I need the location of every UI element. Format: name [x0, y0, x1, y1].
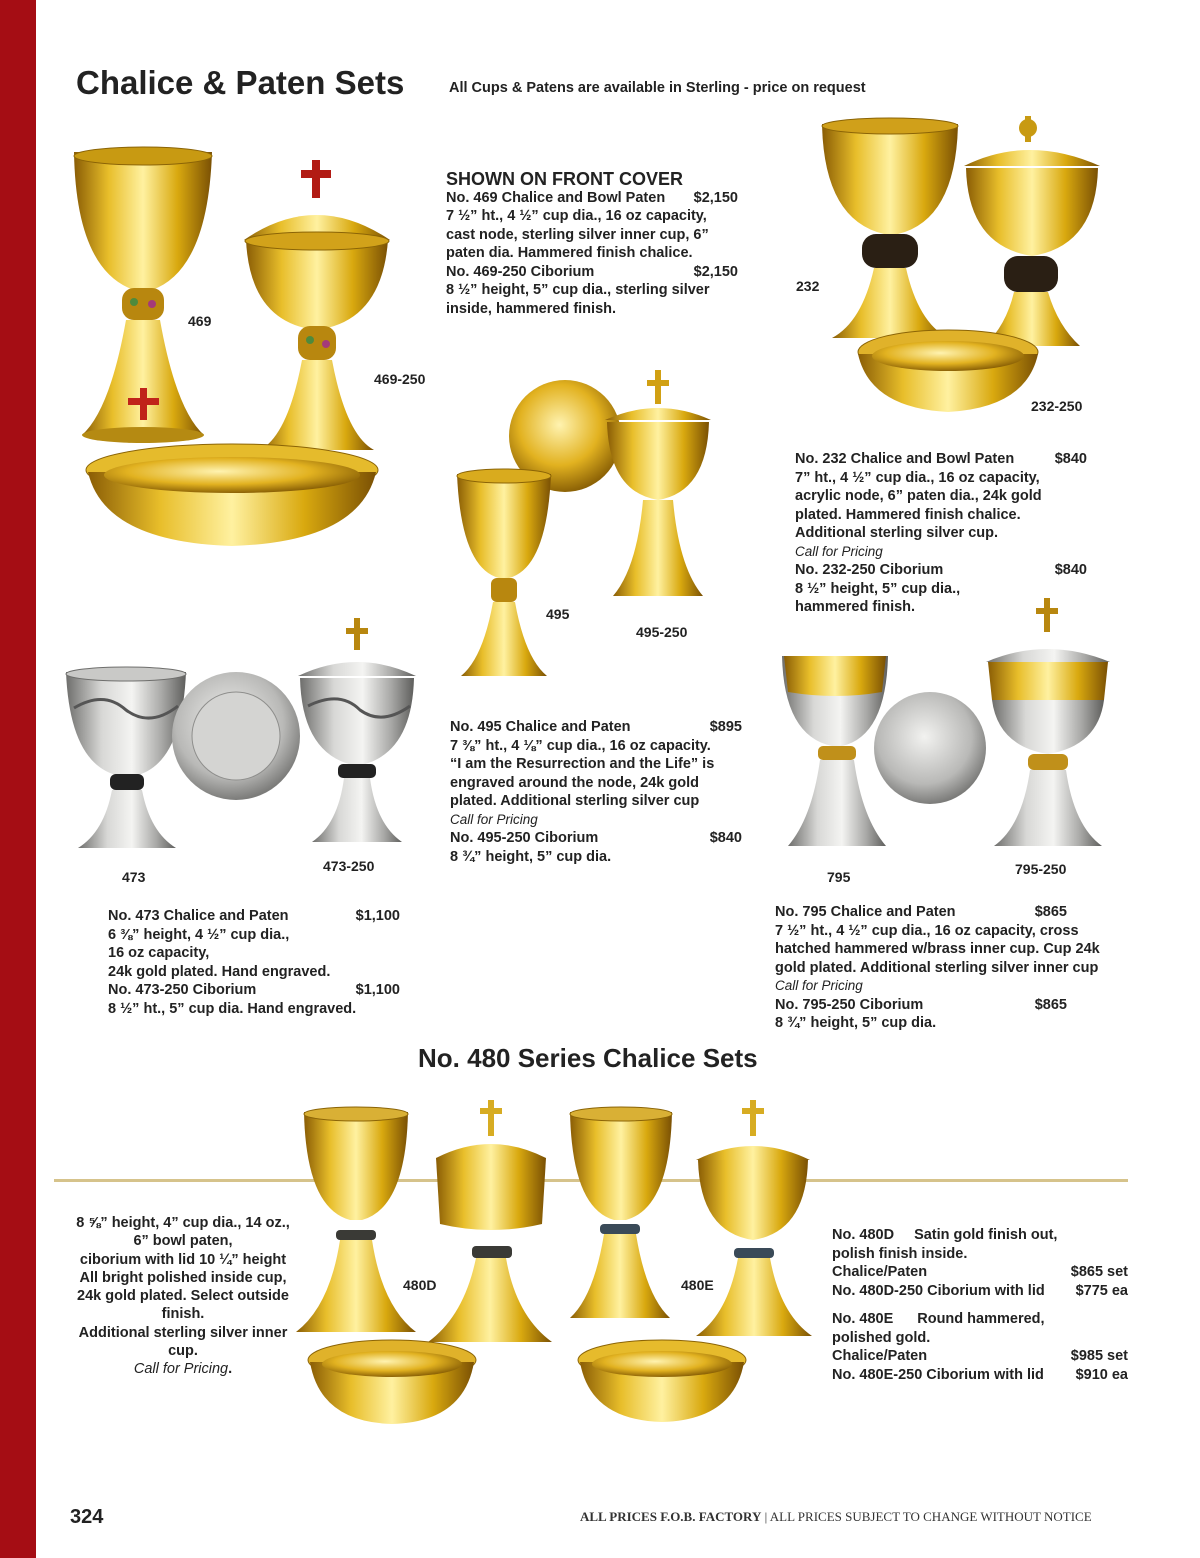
spec-line: polish finish inside. [832, 1245, 968, 1262]
label-495: 495 [546, 606, 570, 622]
spec-line: cup. [168, 1343, 198, 1360]
spec-line: 16 oz capacity, [108, 945, 210, 961]
product-name: No. 795 Chalice and Paten [775, 904, 956, 920]
price: $865 [1034, 904, 1067, 920]
photo-473-set [64, 616, 424, 866]
product-name: No. 473 Chalice and Paten [108, 908, 289, 924]
spec-line: Satin gold finish out, [914, 1227, 1058, 1243]
footer-price-notice: ALL PRICES SUBJECT TO CHANGE WITHOUT NOTICE [769, 1509, 1092, 1524]
price: $910 ea [1075, 1366, 1128, 1383]
page-number: 324 [70, 1506, 104, 1528]
spec-line: 24k gold plated. Hand engraved. [108, 963, 331, 980]
spec-line: 8 ¾” height, 5” cup dia. [450, 848, 612, 865]
product-name: No. 480E-250 Ciborium with lid [832, 1366, 1044, 1383]
label-473: 473 [122, 869, 146, 885]
spec-line: cast node, sterling silver inner cup, 6” [446, 226, 709, 243]
price: $1,100 [355, 982, 400, 998]
product-name: No. 232 Chalice and Bowl Paten [795, 451, 1015, 467]
label-469: 469 [188, 313, 212, 329]
spec-line: Additional sterling silver inner [78, 1324, 288, 1341]
call-for-pricing: Call for Pricing [795, 543, 883, 559]
label-795-250: 795-250 [1015, 861, 1067, 877]
series-480-title: No. 480 Series Chalice Sets [418, 1043, 758, 1073]
product-name: No. 480D [832, 1227, 895, 1243]
spec-line: paten dia. Hammered finish chalice. [446, 245, 693, 261]
product-name: No. 232-250 Ciborium [795, 562, 944, 578]
front-cover-heading: SHOWN ON FRONT COVER [446, 169, 683, 189]
spec-line: hammered finish. [795, 599, 916, 615]
product-473-description [108, 907, 400, 1018]
spec-line: 24k gold plated. Select outside [77, 1288, 289, 1305]
spec-line: plated. Additional sterling silver cup [450, 793, 700, 809]
price: $2,150 [693, 263, 738, 280]
product-name: No. 495-250 Ciborium [450, 830, 599, 846]
call-for-pricing: Call for Pricing [133, 1361, 229, 1378]
spec-line: 7 ⅜” ht., 4 ⅛” cup dia., 16 oz capacity. [450, 737, 711, 754]
photo-469-set [64, 150, 444, 550]
spec-line: Round hammered, [917, 1311, 1045, 1327]
spec-line: Additional sterling silver cup. [795, 525, 999, 541]
price: $775 ea [1075, 1282, 1128, 1299]
spec-line: 8 ½” ht., 5” cup dia. Hand engraved. [108, 1000, 357, 1017]
spec-line: 8 ½” height, 5” cup dia., sterling silver [446, 282, 710, 298]
spec-line: hatched hammered w/brass inner cup. Cup 24k [775, 941, 1100, 957]
footer-notice [580, 1509, 1092, 1525]
price: $1,100 [355, 908, 400, 924]
product-469-description [446, 170, 738, 318]
photo-795-set [778, 596, 1118, 866]
spec-line: All bright polished inside cup, [79, 1269, 287, 1286]
product-name: No. 480E [832, 1311, 894, 1327]
spec-line: ciborium with lid 10 ¼” height [79, 1251, 287, 1268]
product-232-description [795, 450, 1087, 617]
series-480-specs [70, 1214, 296, 1379]
sterling-note: All Cups & Patens are available in Sterling - price on request [449, 80, 866, 96]
photo-232-set [818, 116, 1108, 426]
product-name: Chalice/Paten [832, 1264, 928, 1280]
product-480e-description [832, 1310, 1128, 1384]
spec-line: 8 ¾” height, 5” cup dia. [775, 1015, 937, 1031]
price: $840 [709, 830, 742, 846]
spec-line: 7 ½” ht., 4 ½” cup dia., 16 oz capacity, [446, 208, 707, 224]
label-232: 232 [796, 278, 820, 294]
call-for-pricing: Call for Pricing [775, 978, 863, 993]
product-name: No. 795-250 Ciborium [775, 996, 924, 1013]
spec-line: engraved around the node, 24k gold [450, 774, 699, 791]
call-for-pricing: Call for Pricing [450, 811, 538, 827]
price: $840 [1054, 451, 1087, 467]
spec-line: polished gold. [832, 1329, 931, 1346]
footer-fob: ALL PRICES F.O.B. FACTORY [580, 1509, 762, 1524]
price: $895 [709, 719, 742, 735]
label-480d: 480D [403, 1277, 437, 1293]
product-name: No. 469 Chalice and Bowl Paten [446, 189, 666, 206]
price: $865 [1034, 996, 1067, 1013]
spec-line: 7” ht., 4 ½” cup dia., 16 oz capacity, [795, 469, 1040, 486]
price: $985 set [1070, 1348, 1128, 1364]
accent-bar [0, 0, 36, 1558]
spec-line: acrylic node, 6” paten dia., 24k gold [795, 488, 1042, 504]
label-469-250: 469-250 [374, 371, 426, 387]
photo-480-series [290, 1096, 820, 1426]
spec-line: plated. Hammered finish chalice. [795, 506, 1021, 523]
product-name: No. 469-250 Ciborium [446, 263, 595, 280]
product-480d-description [832, 1226, 1128, 1300]
product-495-description [450, 718, 742, 866]
product-name: No. 495 Chalice and Paten [450, 719, 631, 735]
page-title: Chalice & Paten Sets [76, 64, 405, 101]
spec-line: finish. [161, 1306, 205, 1323]
price: $2,150 [693, 189, 738, 206]
product-795-description [775, 903, 1100, 1033]
spec-line: “I am the Resurrection and the Life” is [450, 756, 715, 772]
label-795: 795 [827, 869, 851, 885]
product-name: No. 473-250 Ciborium [108, 982, 257, 998]
spec-line: gold plated. Additional sterling silver inner cup [775, 959, 1099, 976]
spec-line: inside, hammered finish. [446, 300, 617, 317]
spec-line: 8 ½” height, 5” cup dia., [795, 580, 961, 597]
product-name: No. 480D-250 Ciborium with lid [832, 1282, 1045, 1299]
spec-line: 8 ⅝” height, 4” cup dia., 14 oz., [76, 1215, 290, 1231]
label-473-250: 473-250 [323, 858, 375, 874]
price: $865 set [1070, 1264, 1128, 1280]
label-232-250: 232-250 [1031, 398, 1083, 414]
period: . [228, 1361, 233, 1378]
spec-line: 6” bowl paten, [133, 1233, 233, 1250]
price: $840 [1054, 562, 1087, 578]
spec-line: 6 ⅜” height, 4 ½” cup dia., [108, 926, 290, 943]
footer-separator: | [764, 1509, 768, 1524]
product-name: Chalice/Paten [832, 1348, 928, 1364]
label-480e: 480E [681, 1277, 714, 1293]
label-495-250: 495-250 [636, 624, 688, 640]
spec-line: 7 ½” ht., 4 ½” cup dia., 16 oz capacity, cross [775, 922, 1079, 939]
